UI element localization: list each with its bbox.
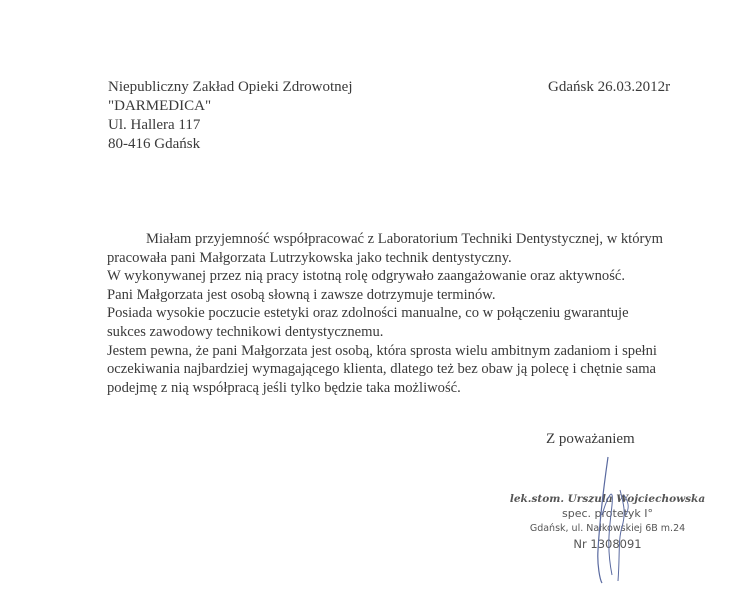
letter-body [107,230,707,397]
body-line: oczekiwania najbardziej wymagającego klienta, dlatego też bez obaw ją polecę i chętnie sama [107,361,657,378]
stamp-specialty: spec. protetyk I° [561,507,654,520]
sender-line-city: 80-416 Gdańsk [108,136,201,152]
body-line: Posiada wysokie poczucie estetyki oraz zdolności manualne, co w połączeniu gwarantuje [107,305,629,322]
stamp-name: lek.stom. Urszula Wojciechowska [509,493,706,505]
body-line: pracowała pani Małgorzata Lutrzykowska jako technik dentystyczny. [107,249,512,266]
signature-stroke [618,490,624,581]
letter-date: Gdańsk 26.03.2012r [548,79,671,95]
stamp-number: Nr 1308091 [573,537,642,551]
sender-address [108,78,353,154]
body-line: Pani Małgorzata jest osobą słowną i zawsze dotrzymuje terminów. [107,286,496,303]
stamp-address: Gdańsk, ul. Nałkowskiej 6B m.24 [529,523,686,534]
handwritten-signature [590,455,650,585]
body-line: W wykonywanej przez nią pracy istotną rolę odgrywało zaangażowanie oraz aktywność. [107,268,626,285]
sender-line-institution: Niepubliczny Zakład Opieki Zdrowotnej [108,79,353,95]
body-line: Miałam przyjemność współpracować z Laboratorium Techniki Dentystycznej, w którym [146,231,664,247]
sender-line-name: "DARMEDICA" [108,98,212,114]
sender-line-street: Ul. Hallera 117 [108,117,201,133]
signature-stroke [602,494,612,575]
body-line: podejmę z nią współpracą jeśli tylko będzie taka możliwość. [107,379,461,396]
signature-stroke [598,457,608,583]
closing-salutation: Z poważaniem [546,431,635,447]
body-line: sukces zawodowy technikowi dentystycznemu. [107,323,384,340]
body-line: Jestem pewna, że pani Małgorzata jest osobą, która sprosta wielu ambitnym zadaniom i spełni [107,342,657,359]
